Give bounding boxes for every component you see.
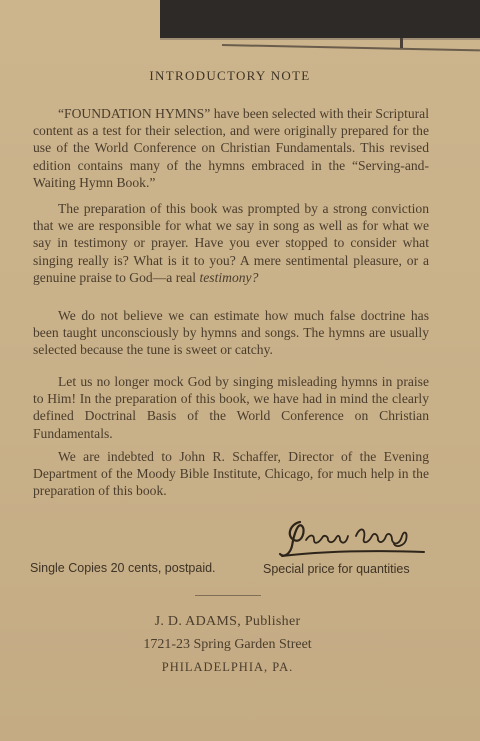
paragraph-5: We are indebted to John R. Schaffer, Director of the Evening Department of the Moody Bible Institute, Chicago, for much help in the preparation of this book. — [33, 449, 429, 499]
dark-cover-tab — [160, 0, 480, 38]
paragraph-3: We do not believe we can estimate how much false doctrine has been taught unconsciously by hymns and songs. The hymns are usually selected because the tune is sweet or catchy. — [33, 308, 429, 358]
paragraph-2-text: The preparation of this book was prompted by a strong conviction that we are responsible for what we say in song as well as for what we say in testimony or prayer. Have you ever stopped to consider what singing really is? What is it to you? A mere sentimental pleasure, or a genuine praise to God—a real — [33, 201, 429, 285]
tab-edge-line — [222, 44, 480, 51]
paragraph-4: Let us no longer mock God by singing misleading hymns in praise to Him! In the preparation of this book, we have had in mind the clearly defined Doctrinal Basis of the World Conference on Christian Fundamentals. — [33, 374, 429, 441]
page-title: INTRODUCTORY NOTE — [149, 68, 311, 83]
divider — [195, 595, 261, 596]
paragraph-2-italic: testimony? — [199, 269, 259, 285]
quantity-price-note: Special price for quantities — [263, 562, 410, 576]
paragraph-2 — [33, 200, 429, 286]
paragraph-1: “FOUNDATION HYMNS” have been selected with their Scriptural content as a test for their selection, and were originally prepared for the use of the World Conference on Christian Fundamentals. This revised edition contains many of the hymns embraced in the “Serving-and-Waiting Hymn Book.” — [33, 106, 429, 190]
publisher-address: 1721-23 Spring Garden Street — [143, 637, 312, 652]
publisher-city: PHILADELPHIA, PA. — [161, 660, 294, 674]
single-copies-price: Single Copies 20 cents, postpaid. — [30, 561, 216, 575]
publisher-name: J. D. ADAMS, Publisher — [154, 614, 301, 629]
tab-mark — [400, 38, 403, 48]
signature-image — [276, 516, 428, 562]
